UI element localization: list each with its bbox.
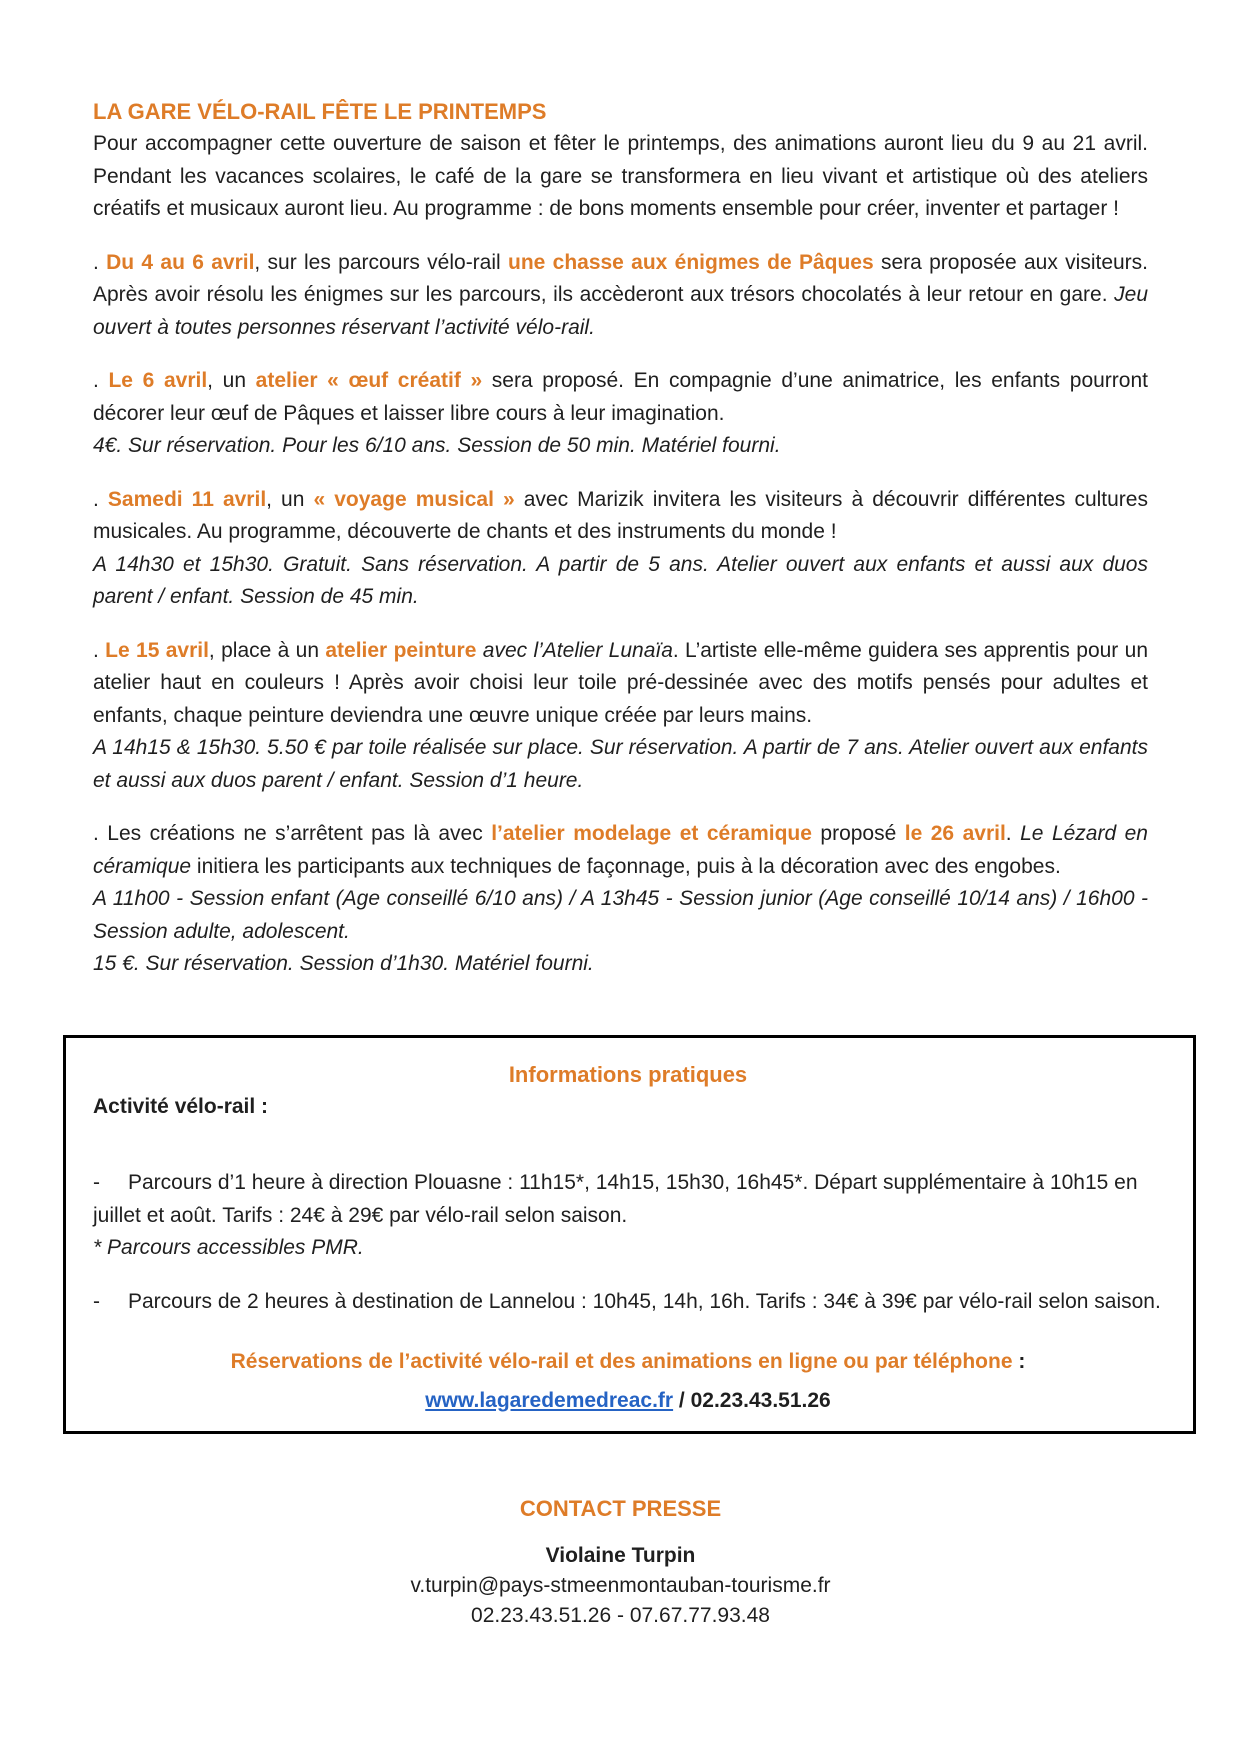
- text-run: sera proposée aux visiteurs. Après avoir résolu les énigmes sur les parcours, ils accèderont aux trésors chocolatés à leur retour en gare.: [93, 250, 1149, 306]
- text-run: .: [93, 638, 106, 662]
- info-box-booking-line: [93, 1385, 1163, 1418]
- info-box-bullet-lannelou: [93, 1286, 1163, 1319]
- text-run: Le 15 avril: [105, 638, 209, 662]
- page-title: LA GARE VÉLO-RAIL FÊTE LE PRINTEMPS: [93, 99, 547, 124]
- text-run: .: [93, 487, 108, 511]
- info-box-title: [93, 1058, 1163, 1091]
- text-run: « voyage musical »: [313, 487, 515, 511]
- text-run: avec l’Atelier Lunaïa: [482, 638, 673, 662]
- text-run: Parcours d’1 heure à direction Plouasne : 11h15*, 14h15, 15h30, 16h45*. Départ supplémentaire à 10h15 en juillet et août. Tarifs : 24€ à 29€ par vélo-rail selon saison.: [93, 1171, 1138, 1227]
- text-run: Jeu ouvert à toutes personnes réservant l’activité vélo-rail.: [93, 283, 1148, 339]
- paragraph-oeuf-creatif-infos: [93, 430, 1148, 463]
- paragraph-voyage-musical: [93, 484, 1148, 549]
- text-run: Informations pratiques: [508, 1061, 748, 1087]
- info-box: [63, 1035, 1196, 1435]
- paragraph-chasse-enigmes: [93, 247, 1148, 345]
- text-run: Du 4 au 6 avril: [106, 250, 255, 274]
- text-run: 15 €. Sur réservation. Session d’1h30. Matériel fourni.: [93, 952, 594, 975]
- paragraph-atelier-peinture-infos: [93, 732, 1148, 797]
- text-run: Le 6 avril: [108, 369, 208, 392]
- text-run: A 14h15 & 15h30. 5.50 € par toile réalisée sur place. Sur réservation. A partir de 7 ans. Atelier ouvert aux enfants et aussi aux duos parent / enfant. Session d’1 heure.: [93, 736, 1148, 792]
- text-run: proposé: [811, 822, 905, 845]
- text-run: atelier peinture: [325, 638, 477, 662]
- text-run: une chasse aux énigmes de Pâques: [508, 250, 874, 274]
- text-run: sera proposé. En compagnie d’une animatrice, les enfants pourront décorer leur œuf de Pâques et laisser libre cours à leur imagination.: [93, 369, 1148, 425]
- paragraph-modelage-sessions: [93, 883, 1148, 948]
- paragraph-atelier-peinture: [93, 635, 1148, 733]
- paragraph-modelage-ceramique: [93, 818, 1148, 883]
- text-run: / 02.23.43.51.26: [673, 1388, 831, 1412]
- text-run: A 11h00 - Session enfant (Age conseillé 6/10 ans) / A 13h45 - Session junior (Age conseillé 10/14 ans) / 16h00 - Session adulte, adolescent.: [93, 887, 1148, 943]
- text-run: , un: [207, 369, 256, 392]
- text-run: .: [93, 369, 109, 392]
- press-contact-heading: [0, 1492, 1241, 1525]
- intro-paragraph: [93, 128, 1148, 226]
- text-run: 4€. Sur réservation. Pour les 6/10 ans. Session de 50 min. Matériel fourni.: [93, 434, 781, 457]
- text-run: avec Marizik invitera les visiteurs à découvrir différentes cultures musicales. Au programme, découverte de chants et des instruments du monde !: [93, 487, 1148, 543]
- press-contact-email: [0, 1571, 1241, 1601]
- text-run: le 26 avril: [904, 822, 1006, 845]
- text-run: v.turpin@pays-stmeenmontauban-tourisme.fr: [410, 1574, 831, 1597]
- paragraph-modelage-infos: [93, 948, 1148, 981]
- text-run: . Les créations ne s’arrêtent pas là avec: [93, 822, 492, 845]
- text-run: -: [93, 1171, 100, 1194]
- text-run: atelier « œuf créatif »: [255, 369, 483, 392]
- text-run: .: [1005, 822, 1021, 845]
- text-run: A 14h30 et 15h30. Gratuit. Sans réservation. A partir de 5 ans. Atelier ouvert aux enfants et aussi aux duos parent / enfant. Session de 45 min.: [93, 552, 1148, 608]
- text-run: , place à un: [208, 638, 326, 662]
- text-run: .: [93, 250, 107, 274]
- body-paragraphs: [93, 128, 1148, 981]
- text-run: initiera les participants aux techniques de façonnage, puis à la décoration avec des engobes.: [191, 854, 1061, 878]
- text-run: Samedi 11 avril: [107, 487, 267, 511]
- text-run: CONTACT PRESSE: [519, 1496, 722, 1521]
- text-run: l’atelier modelage et céramique: [491, 822, 812, 845]
- text-run: , un: [266, 487, 314, 511]
- text-run: , sur les parcours vélo-rail: [254, 250, 508, 274]
- info-box-note-pmr: [93, 1232, 1163, 1265]
- paragraph-oeuf-creatif: [93, 365, 1148, 430]
- text-run: Pour accompagner cette ouverture de saison et fêter le printemps, des animations auront lieu du 9 au 21 avril. Pendant les vacances scolaires, le café de la gare se transformera en lieu vivant et artistique où des ateliers créatifs et musicaux auront lieu. Au programme : de bons moments ensemble pour créer, inventer et partager !: [93, 132, 1148, 220]
- text-run: -: [93, 1289, 100, 1313]
- press-contact: [0, 1492, 1241, 1631]
- info-box-content: [93, 1058, 1163, 1418]
- info-box-reservations: [93, 1346, 1163, 1379]
- press-contact-name: [0, 1541, 1241, 1571]
- text-run: . L’artiste elle-même guidera ses apprentis pour un atelier haut en couleurs ! Après avoir choisi leur toile pré-dessinée avec des motifs pensés pour adultes et enfants, chaque peinture deviendra une œuvre unique créée par leurs mains.: [93, 638, 1148, 727]
- text-run: Le Lézard en céramique: [93, 822, 1148, 878]
- paragraph-voyage-musical-infos: [93, 549, 1148, 614]
- press-contact-phones: [0, 1601, 1241, 1631]
- text-run: Parcours de 2 heures à destination de Lannelou : 10h45, 14h, 16h. Tarifs : 34€ à 39€ par vélo-rail selon saison.: [128, 1289, 1161, 1313]
- text-run: :: [1012, 1350, 1026, 1373]
- info-box-subtitle: [93, 1091, 1163, 1124]
- text-run: Violaine Turpin: [545, 1544, 696, 1567]
- text-run: Activité vélo-rail :: [93, 1094, 269, 1118]
- text-run: 02.23.43.51.26 - 07.67.77.93.48: [471, 1604, 770, 1627]
- website-link[interactable]: www.lagaredemedreac.fr: [425, 1388, 674, 1412]
- info-box-bullet-plouasne: [93, 1167, 1163, 1232]
- text-run: Réservations de l’activité vélo-rail et des animations en ligne ou par téléphone: [230, 1350, 1013, 1373]
- text-run: * Parcours accessibles PMR.: [93, 1236, 364, 1259]
